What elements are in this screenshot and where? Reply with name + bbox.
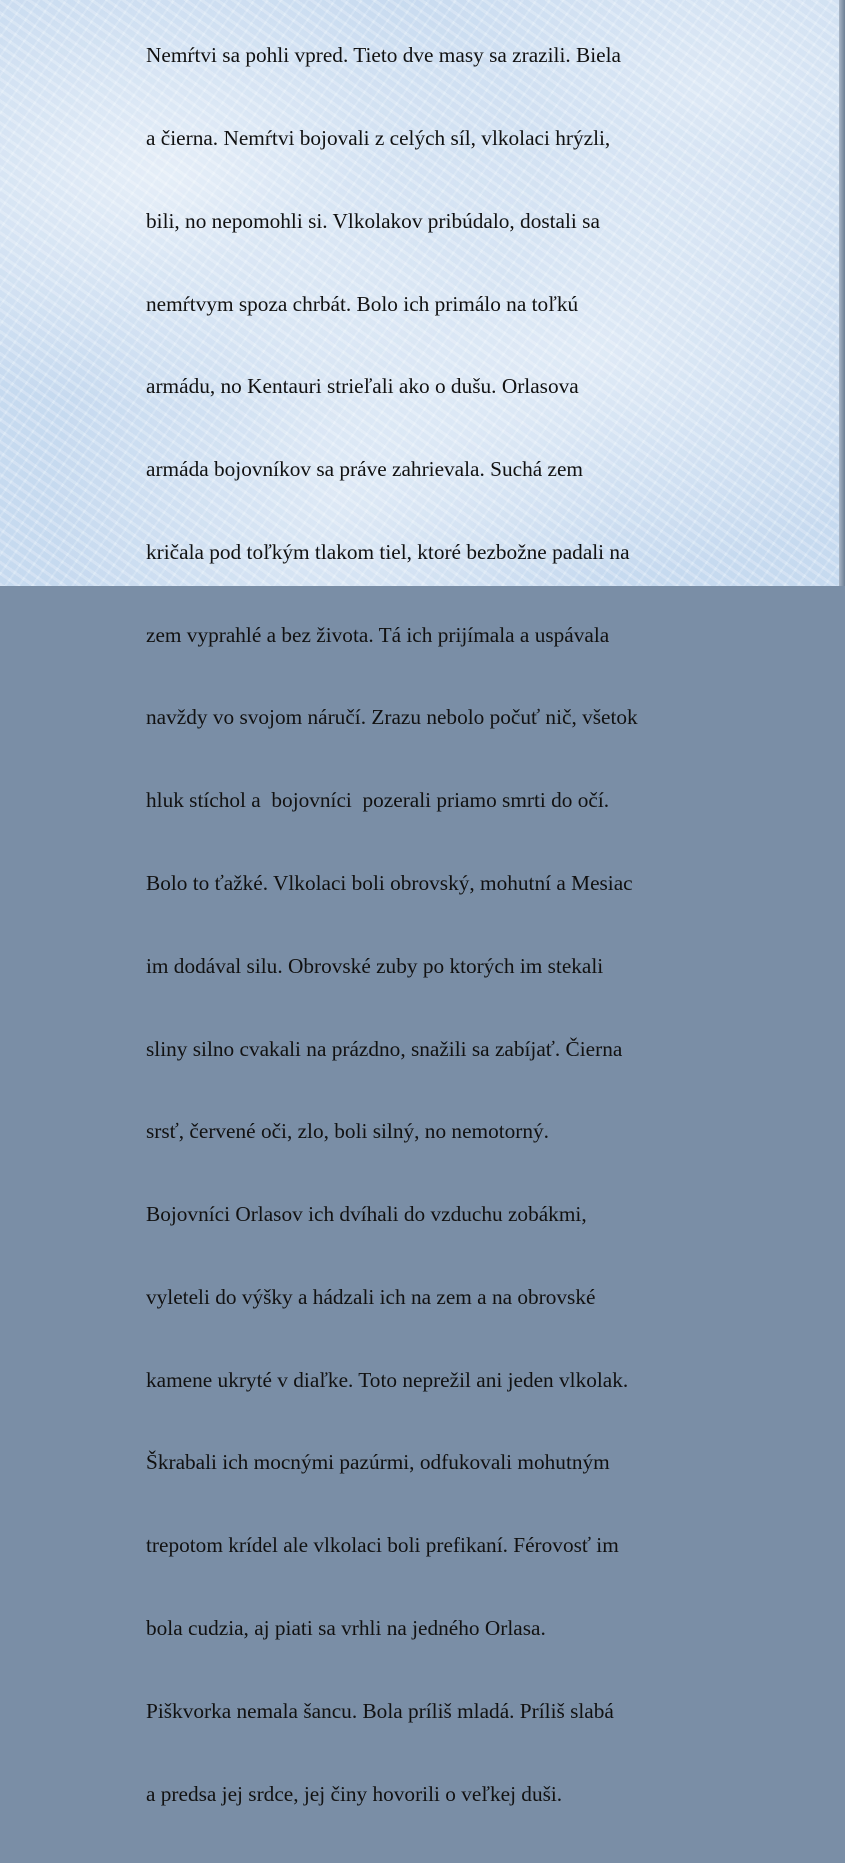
text-line-19: trepotom krídel ale vlkolaci boli prefikaní. Férovosť im bbox=[146, 1533, 619, 1558]
text-line-12: im dodával silu. Obrovské zuby po ktorých im stekali bbox=[146, 953, 604, 978]
text-line-22: a predsa jej srdce, jej činy hovorili o veľkej duši. bbox=[146, 1781, 563, 1806]
text-line-9: navždy vo svojom náručí. Zrazu nebolo počuť nič, všetok bbox=[146, 705, 638, 730]
text-line-16: vyleteli do výšky a hádzali ich na zem a na obrovské bbox=[146, 1284, 596, 1309]
text-line-2: a čierna. Nemŕtvi bojovali z celých síl, vlkolaci hrýzli, bbox=[146, 125, 611, 150]
text-line-1: Nemŕtvi sa pohli vpred. Tieto dve masy sa zrazili. Biela bbox=[146, 43, 621, 68]
text-line-17: kamene ukryté v diaľke. Toto neprežil ani jeden vlkolak. bbox=[146, 1367, 629, 1392]
text-line-6: armáda bojovníkov sa práve zahrievala. Suchá zem bbox=[146, 457, 583, 482]
text-line-18: Škrabali ich mocnými pazúrmi, odfukovali mohutným bbox=[146, 1450, 610, 1475]
document-text bbox=[146, 0, 726, 1863]
text-line-4: nemŕtvym spoza chrbát. Bolo ich primálo na toľkú bbox=[146, 291, 579, 316]
text-line-15: Bojovníci Orlasov ich dvíhali do vzduchu zobákmi, bbox=[146, 1202, 587, 1227]
text-line-20: bola cudzia, aj piati sa vrhli na jedného Orlasa. bbox=[146, 1616, 546, 1641]
text-line-13: sliny silno cvakali na prázdno, snažili sa zabíjať. Čierna bbox=[146, 1036, 623, 1061]
text-line-10: hluk stíchol a bojovníci pozerali priamo smrti do očí. bbox=[146, 788, 610, 813]
text-line-14: srsť, červené oči, zlo, boli silný, no nemotorný. bbox=[146, 1119, 550, 1144]
text-line-5: armádu, no Kentauri strieľali ako o dušu. Orlasova bbox=[146, 374, 579, 399]
text-line-3: bili, no nepomohli si. Vlkolakov pribúdalo, dostali sa bbox=[146, 208, 600, 233]
text-line-11: Bolo to ťažké. Vlkolaci boli obrovský, mohutní a Mesiac bbox=[146, 871, 633, 895]
text-line-8: zem vyprahlé a bez života. Tá ich prijímala a uspávala bbox=[146, 622, 610, 647]
page-edge-shadow bbox=[839, 0, 845, 586]
text-line-7: kričala pod toľkým tlakom tiel, ktoré bezbožne padali na bbox=[146, 539, 630, 564]
text-line-21: Piškvorka nemala šancu. Bola príliš mladá. Príliš slabá bbox=[146, 1698, 614, 1723]
